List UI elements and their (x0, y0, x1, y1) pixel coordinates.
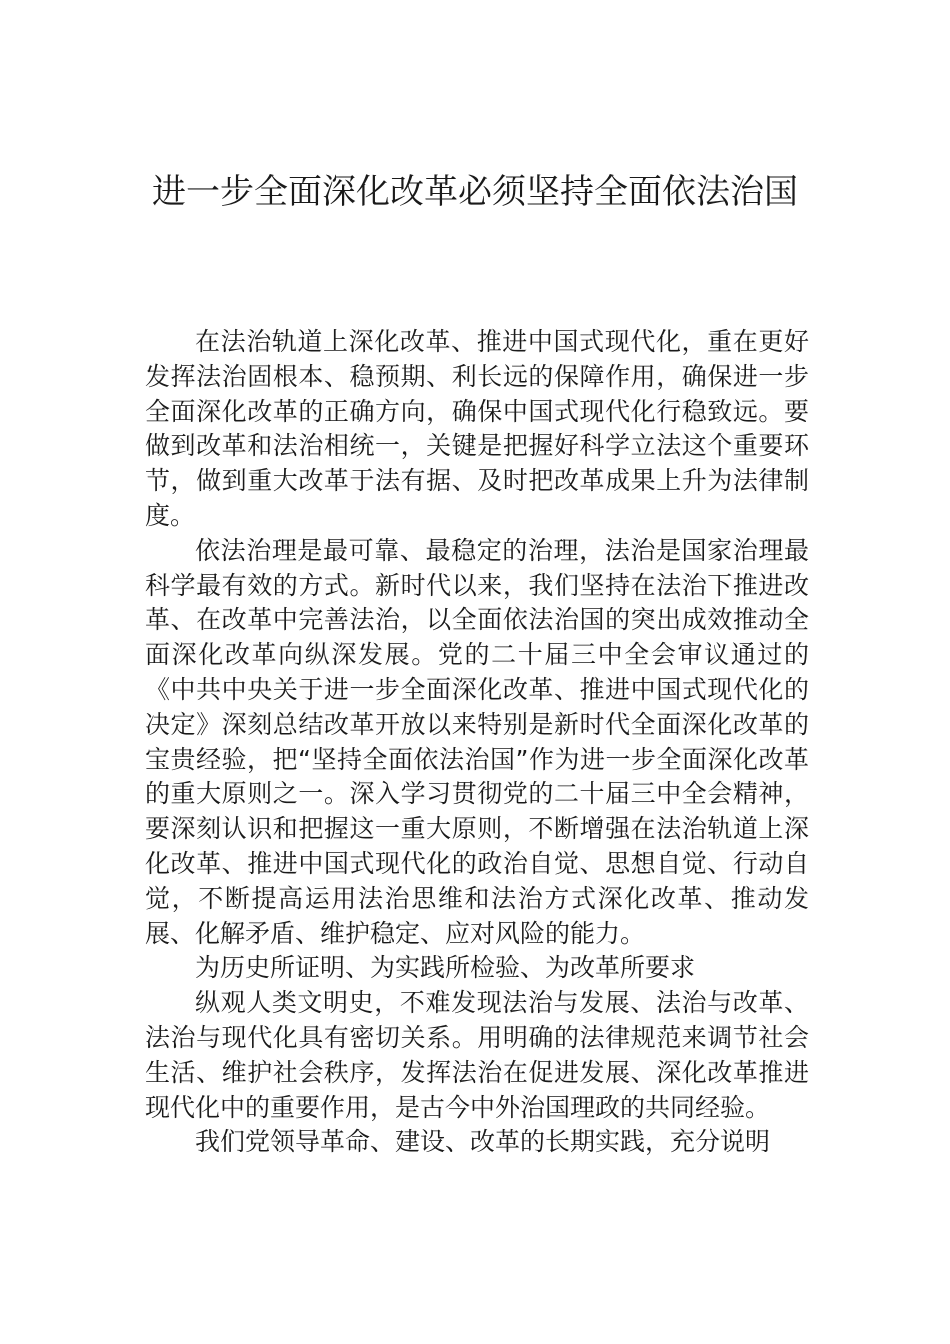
paragraph: 纵观人类文明史，不难发现法治与发展、法治与改革、法治与现代化具有密切关系。用明确的法律规范来调节社会生活、维护社会秩序，发挥法治在促进发展、深化改革推进现代化中的重要作用，是古今中外治国理政的共同经验。 (145, 988, 809, 1122)
document-title: 进一步全面深化改革必须坚持全面依法治国 (152, 172, 798, 212)
paragraph: 依法治理是最可靠、最稳定的治理，法治是国家治理最科学最有效的方式。新时代以来，我们坚持在法治下推进改革、在改革中完善法治，以全面依法治国的突出成效推动全面深化改革向纵深发展。党的二十届三中全会审议通过的《中共中央关于进一步全面深化改革、推进中国式现代化的决定》深刻总结改革开放以来特别是新时代全面深化改革的宝贵经验，把“坚持全面依法治国”作为进一步全面深化改革的重大原则之一。深入学习贯彻党的二十届三中全会精神，要深刻认识和把握这一重大原则，不断增强在法治轨道上深化改革、推进中国式现代化的政治自觉、思想自觉、行动自觉，不断提高运用法治思维和法治方式深化改革、推动发展、化解矛盾、维护稳定、应对风险的能力。 (145, 535, 809, 948)
paragraph: 在法治轨道上深化改革、推进中国式现代化，重在更好发挥法治固根本、稳预期、利长远的保障作用，确保进一步全面深化改革的正确方向，确保中国式现代化行稳致远。要做到改革和法治相统一，关键是把握好科学立法这个重要环节，做到重大改革于法有据、及时把改革成果上升为法律制度。 (145, 327, 809, 530)
section-subheading: 为历史所证明、为实践所检验、为改革所要求 (195, 953, 696, 983)
document-body (145, 325, 809, 1160)
paragraph: 我们党领导革命、建设、改革的长期实践，充分说明 (195, 1127, 771, 1157)
